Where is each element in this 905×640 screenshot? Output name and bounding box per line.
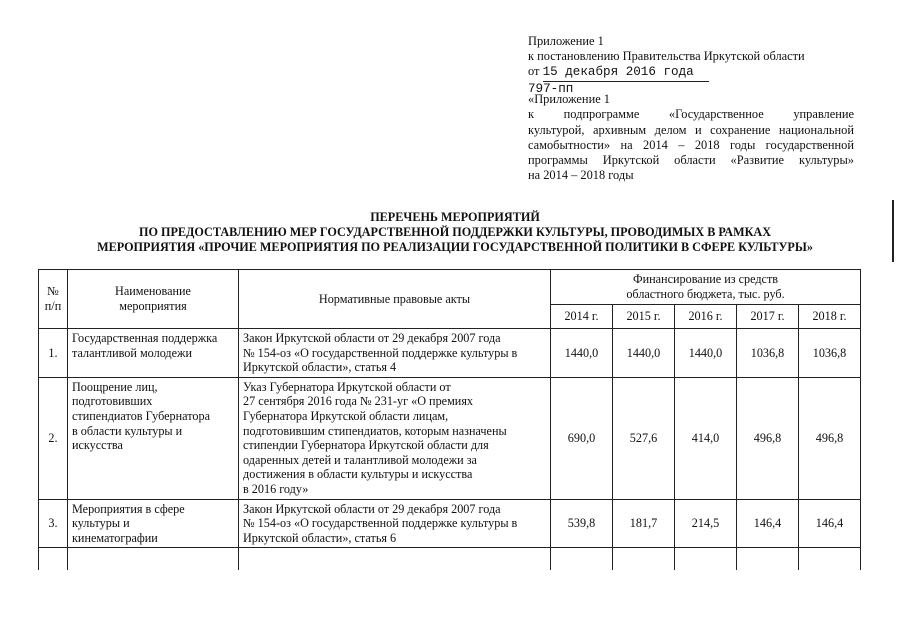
appendix-label: Приложение 1: [528, 34, 604, 48]
title-line: ПО ПРЕДОСТАВЛЕНИЮ МЕР ГОСУДАРСТВЕННОЙ ПОДДЕРЖКИ КУЛЬТУРЫ, ПРОВОДИМЫХ В РАМКАХ: [138, 224, 772, 239]
measures-table: [38, 269, 861, 570]
header-finance: Финансирование из средств областного бюджета, тыс. руб.: [551, 270, 861, 305]
row-index: 2.: [39, 377, 68, 499]
sub-appendix-line: программы Иркутской области «Развитие культуры»: [528, 153, 854, 168]
row-value-2017: 496,8: [737, 377, 799, 499]
row-name: Государственная поддержка талантливой молодежи: [68, 329, 239, 378]
date-value: 15 декабря 2016 года: [543, 65, 709, 81]
title-line: ПЕРЕЧЕНЬ МЕРОПРИЯТИЙ: [370, 210, 540, 224]
header-year: 2015 г.: [613, 305, 675, 329]
row-name: Поощрение лиц, подготовивших стипендиатов Губернатора в области культуры и искусства: [68, 377, 239, 499]
row-value-2014: 690,0: [551, 377, 613, 499]
header-year: 2014 г.: [551, 305, 613, 329]
scan-edge-mark: [892, 200, 894, 262]
row-act: Закон Иркутской области от 29 декабря 2007 года № 154-оз «О государственной поддержке культуры в Иркутской области», статья 6: [239, 499, 551, 548]
date-line: [528, 64, 709, 81]
row-value-2016: 414,0: [675, 377, 737, 499]
title-line: МЕРОПРИЯТИЯ «ПРОЧИЕ МЕРОПРИЯТИЯ ПО РЕАЛИЗАЦИИ ГОСУДАРСТВЕННОЙ ПОЛИТИКИ В СФЕРЕ КУЛЬТУРЫ»: [97, 239, 813, 254]
header-year: 2018 г.: [799, 305, 861, 329]
row-index: 1.: [39, 329, 68, 378]
appendix-header: [528, 34, 805, 97]
header-name: Наименование мероприятия: [68, 270, 239, 329]
row-value-2018: 146,4: [799, 499, 861, 548]
row-index: 3.: [39, 499, 68, 548]
table-continuation: [39, 548, 861, 571]
row-value-2017: 146,4: [737, 499, 799, 548]
row-value-2015: 1440,0: [613, 329, 675, 378]
row-value-2016: 214,5: [675, 499, 737, 548]
row-act: Закон Иркутской области от 29 декабря 2007 года № 154-оз «О государственной поддержке культуры в Иркутской области», статья 4: [239, 329, 551, 378]
sub-appendix-line: на 2014 – 2018 годы: [528, 168, 634, 183]
header-no: № п/п: [39, 270, 68, 329]
table-header-row: [39, 270, 861, 305]
row-value-2017: 1036,8: [737, 329, 799, 378]
row-value-2016: 1440,0: [675, 329, 737, 378]
sub-appendix-line: «Приложение 1: [528, 92, 610, 106]
table-row: [39, 329, 861, 378]
resolution-number: 797-пп: [528, 81, 574, 96]
date-prefix: от: [528, 64, 540, 79]
row-value-2014: 539,8: [551, 499, 613, 548]
table-row: [39, 377, 861, 499]
row-value-2018: 1036,8: [799, 329, 861, 378]
row-value-2014: 1440,0: [551, 329, 613, 378]
row-value-2018: 496,8: [799, 377, 861, 499]
resolution-line: к постановлению Правительства Иркутской области: [528, 49, 805, 64]
header-year: 2016 г.: [675, 305, 737, 329]
row-act: Указ Губернатора Иркутской области от 27 сентября 2016 года № 231-уг «О премиях Губернатора Иркутской области лицам, подготовившим стипендиатов, которым назначены стипендии Губернатора Иркутской области для одаренных детей и талантливой молодежи за достижения в области культуры и искусства в 2016 году»: [239, 377, 551, 499]
row-value-2015: 527,6: [613, 377, 675, 499]
row-value-2015: 181,7: [613, 499, 675, 548]
sub-appendix: [528, 92, 854, 184]
sub-appendix-line: самобытности» на 2014 – 2018 годы государственной: [528, 137, 854, 152]
header-year: 2017 г.: [737, 305, 799, 329]
table-row: [39, 499, 861, 548]
sub-appendix-line: к подпрограмме «Государственное управление: [528, 107, 854, 122]
sub-appendix-line: культурой, архивным делом и сохранение национальной: [528, 122, 854, 137]
header-acts: Нормативные правовые акты: [239, 270, 551, 329]
row-name: Мероприятия в сфере культуры и кинематографии: [68, 499, 239, 548]
document-title: [40, 210, 870, 254]
